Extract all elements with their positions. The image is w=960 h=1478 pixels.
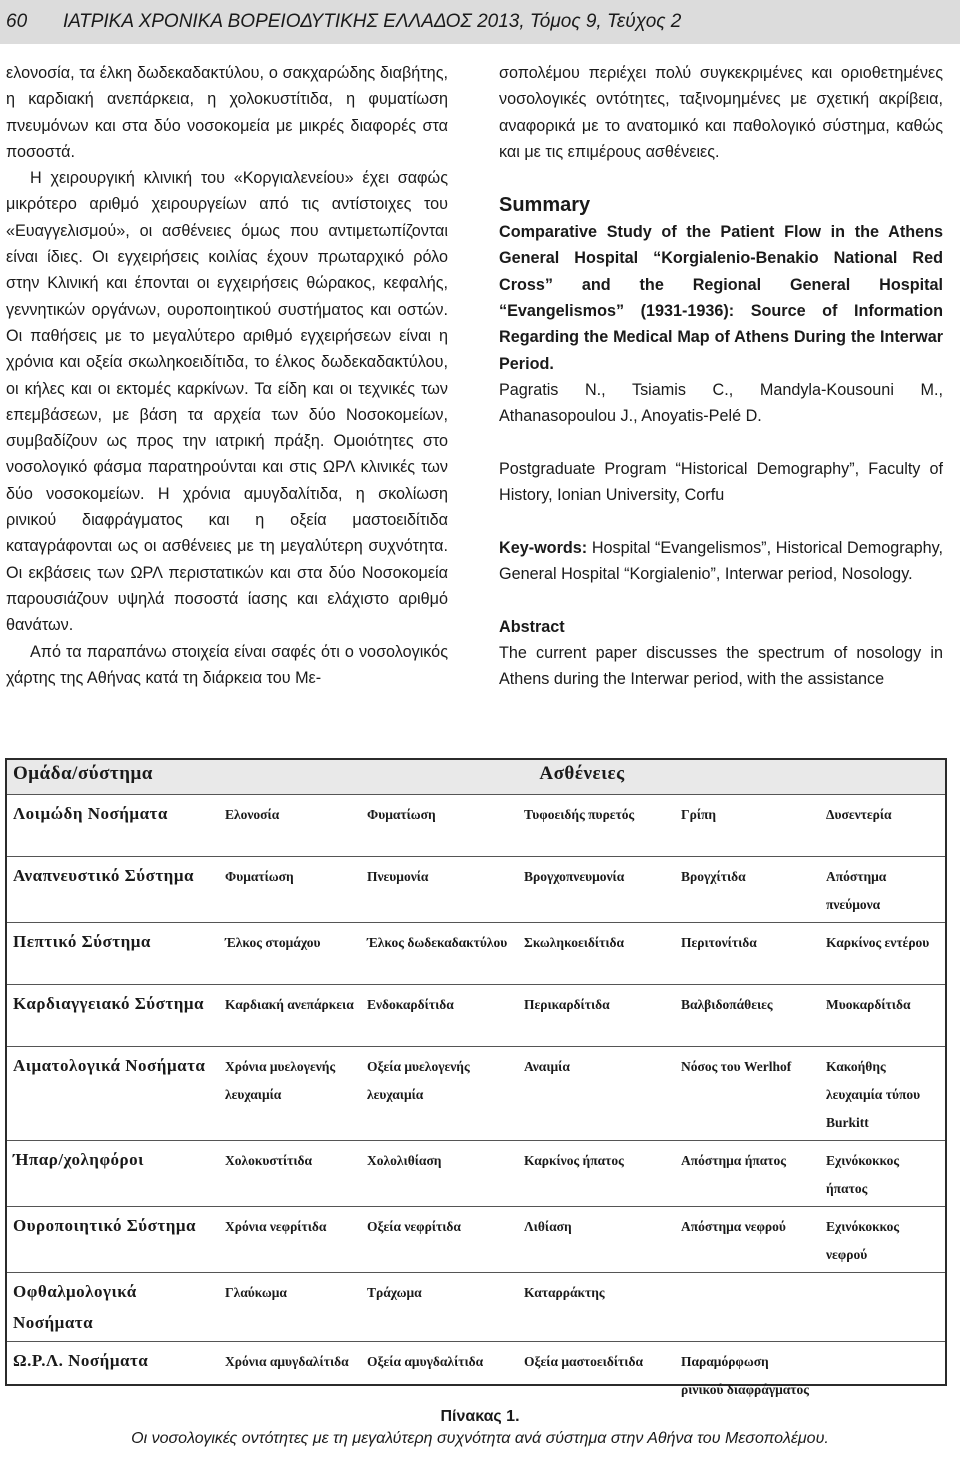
disease-cell: Γρίπη [675, 795, 820, 857]
disease-cell: Εχινόκοκκος ήπατος [820, 1141, 945, 1207]
page-number: 60 [6, 11, 28, 32]
disease-cell: Οξεία αμυγδαλίτιδα [361, 1342, 518, 1426]
disease-cell: Δυσεντερία [820, 795, 945, 857]
disease-cell: Καρκίνος ήπατος [518, 1141, 675, 1207]
disease-cell: Πνευμονία [361, 857, 518, 923]
disease-cell: Αναιμία [518, 1047, 675, 1141]
left-paragraph-1: ελονοσία, τα έλκη δωδεκαδακτύλου, ο σακχαρώδης διαβήτης, η καρδιακή ανεπάρκεια, η χολοκυστίτιδα, η φυματίωση πνευμόνων και στα δύο νοσοκομεία με μικρές διαφορές στα ποσοστά. [6, 64, 448, 161]
disease-cell: Έλκος στομάχου [219, 923, 361, 985]
right-column [499, 60, 943, 693]
disease-cell: Εχινόκοκκος νεφρού [820, 1207, 945, 1273]
disease-cell: Οξεία μυελογενής λευχαιμία [361, 1047, 518, 1141]
disease-cell: Σκωληκοειδίτιδα [518, 923, 675, 985]
summary-heading: Summary [499, 194, 591, 217]
disease-cell: Απόστημα ήπατος [675, 1141, 820, 1207]
disease-cell: Χρόνια νεφρίτιδα [219, 1207, 361, 1273]
system-group-cell: Ω.Ρ.Λ. Νοσήματα [7, 1342, 219, 1426]
summary-title: Comparative Study of the Patient Flow in the Athens General Hospital “Korgialenio-Benakio National Red Cross” and the Regional General Hospital “Evangelismos” (1931-1936): Source of Information Regarding the Medical Map of Athens During the Interwar Period. [499, 223, 943, 373]
disease-cell: Γλαύκωμα [219, 1273, 361, 1342]
system-group-cell: Ουροποιητικό Σύστημα [7, 1207, 219, 1273]
disease-cell: Έλκος δωδεκαδακτύλου [361, 923, 518, 985]
disease-cell: Ελονοσία [219, 795, 361, 857]
disease-cell: Καταρράκτης [518, 1273, 675, 1342]
system-group-cell: Λοιμώδη Νοσήματα [7, 795, 219, 857]
disease-cell: Οξεία μαστοειδίτιδα [518, 1342, 675, 1426]
journal-title: ΙΑΤΡΙΚΑ ΧΡΟΝΙΚΑ ΒΟΡΕΙΟΔΥΤΙΚΗΣ ΕΛΛΑΔΟΣ 2013, Τόμος 9, Τεύχος 2 [63, 11, 682, 32]
table-row [7, 923, 945, 985]
table-caption [0, 1406, 960, 1450]
abstract-heading: Abstract [499, 617, 565, 636]
system-group-cell: Ήπαρ/χοληφόροι [7, 1141, 219, 1207]
right-paragraph-1: σοπολέμου περιέχει πολύ συγκεκριμένες και οριοθετημένες νοσολογικές οντότητες, ταξινομημένες με σχετική ακρίβεια, αναφορικά με το ανατομικό και παθολογικό σύστημα, καθώς και με τις επιμέρους ασθένειες. [499, 64, 943, 161]
disease-cell: Καρδιακή ανεπάρκεια [219, 985, 361, 1047]
authors: Pagratis N., Tsiamis C., Mandyla-Kousouni M., Athanasopoulou J., Anoyatis-Pelé D. [499, 380, 943, 426]
affiliation: Postgraduate Program “Historical Demography”, Faculty of History, Ionian University, Corfu [499, 459, 943, 505]
system-group-cell: Οφθαλμολογικά Νοσήματα [7, 1273, 219, 1342]
disease-cell: Μυοκαρδίτιδα [820, 985, 945, 1047]
table-row [7, 1047, 945, 1141]
disease-cell: Περικαρδίτιδα [518, 985, 675, 1047]
disease-cell: Βρογχοπνευμονία [518, 857, 675, 923]
disease-cell: Νόσος του Werlhof [675, 1047, 820, 1141]
table-row [7, 1273, 945, 1342]
system-group-cell: Καρδιαγγειακό Σύστημα [7, 985, 219, 1047]
keywords-label: Key-words: [499, 538, 588, 557]
disease-cell: Παραμόρφωση ρινικού διαφράγματος [675, 1342, 820, 1426]
disease-cell: Καρκίνος εντέρου [820, 923, 945, 985]
table-row [7, 985, 945, 1047]
disease-cell: Οξεία νεφρίτιδα [361, 1207, 518, 1273]
nosology-table [5, 758, 947, 1397]
table-body [7, 795, 945, 1426]
caption-title: Πίνακας 1. [440, 1408, 520, 1425]
disease-cell: Τράχωμα [361, 1273, 518, 1342]
disease-cell: Απόστημα νεφρού [675, 1207, 820, 1273]
system-group-cell: Αιματολογικά Νοσήματα [7, 1047, 219, 1141]
diseases-column-header: Ασθένειες [219, 760, 945, 795]
table-row [7, 1207, 945, 1273]
disease-cell: Φυματίωση [361, 795, 518, 857]
table-row [7, 857, 945, 923]
disease-cell: Ενδοκαρδίτιδα [361, 985, 518, 1047]
system-group-cell: Αναπνευστικό Σύστημα [7, 857, 219, 923]
keywords-text: Hospital “Evangelismos”, Historical Demography, General Hospital “Korgialenio”, Interwar period, Nosology. [499, 538, 943, 584]
group-column-header: Ομάδα/σύστημα [7, 760, 219, 795]
disease-cell: Χολολιθίαση [361, 1141, 518, 1207]
left-paragraph-2: Η χειρουργική κλινική του «Κοργιαλενείου» έχει σαφώς μικρότερο αριθμό χειρουργείων από τις αντίστοιχες του «Ευαγγελισμού», οι ασθένειες όμως που αντιμετωπίζονται είναι ίδιες. Οι εγχειρήσεις κοιλίας έχουν πρωταρχικό ρόλο στην Κλινική και έπονται οι εγχειρήσεις θώρακος, κεφαλής, γεννητικών οργάνων, ουροποιητικού συστήματος και οστών. Οι παθήσεις με το μεγαλύτερο αριθμό εγχειρήσεων είναι η χρόνια και οξεία σκωληκοειδίτιδα, το έλκος δωδεκαδακτύλου, οι κήλες και οι εκτομές καρκίνων. Τα είδη και οι τεχνικές των επεμβάσεων, με βάση τα αρχεία των δύο Νοσοκομείων, συμβαδίζουν ως προς την ιατρική πράξη. Ομοιότητες στο νοσολογικό φάσμα παρατηρούνται και στις ΩΡΛ κλινικές των δύο νοσοκομείων. Η χρόνια αμυγδαλίτιδα, η σκολίωση ρινικού διαφράγματος και η οξεία μαστοειδίτιδα καταγράφονται ως οι ασθένειες με τη μεγαλύτερη συχνότητα. Οι εκβάσεις των ΩΡΛ περιστατικών και στα δύο Νοσοκομεία παρουσιάζουν υψηλά ποσοστά ίασης και ελάχιστο αριθμό θανάτων. [6, 169, 448, 635]
disease-cell: Χολοκυστίτιδα [219, 1141, 361, 1207]
left-paragraph-3: Από τα παραπάνω στοιχεία είναι σαφές ότι ο νοσολογικός χάρτης της Αθήνας κατά τη διάρκεια του Με- [6, 642, 448, 687]
table-row [7, 1141, 945, 1207]
abstract-text: The current paper discusses the spectrum of nosology in Athens during the Interwar period, with the assistance [499, 643, 943, 689]
disease-cell: Λιθίαση [518, 1207, 675, 1273]
running-header [0, 0, 960, 44]
disease-cell: Τυφοειδής πυρετός [518, 795, 675, 857]
disease-cell: Κακοήθης λευχαιμία τύπου Burkitt [820, 1047, 945, 1141]
disease-cell: Απόστημα πνεύμονα [820, 857, 945, 923]
keywords-paragraph [499, 535, 943, 588]
caption-text: Οι νοσολογικές οντότητες με τη μεγαλύτερη συχνότητα ανά σύστημα στην Αθήνα του Μεσοπολέμου. [131, 1430, 829, 1447]
table-row [7, 795, 945, 857]
left-column [6, 60, 448, 691]
disease-cell: Φυματίωση [219, 857, 361, 923]
disease-cell: Χρόνια μυελογενής λευχαιμία [219, 1047, 361, 1141]
system-group-cell: Πεπτικό Σύστημα [7, 923, 219, 985]
disease-cell: Βρογχίτιδα [675, 857, 820, 923]
disease-cell [675, 1273, 820, 1342]
disease-cell: Περιτονίτιδα [675, 923, 820, 985]
disease-cell: Βαλβιδοπάθειες [675, 985, 820, 1047]
disease-cell [820, 1273, 945, 1342]
disease-cell: Χρόνια αμυγδαλίτιδα [219, 1342, 361, 1426]
